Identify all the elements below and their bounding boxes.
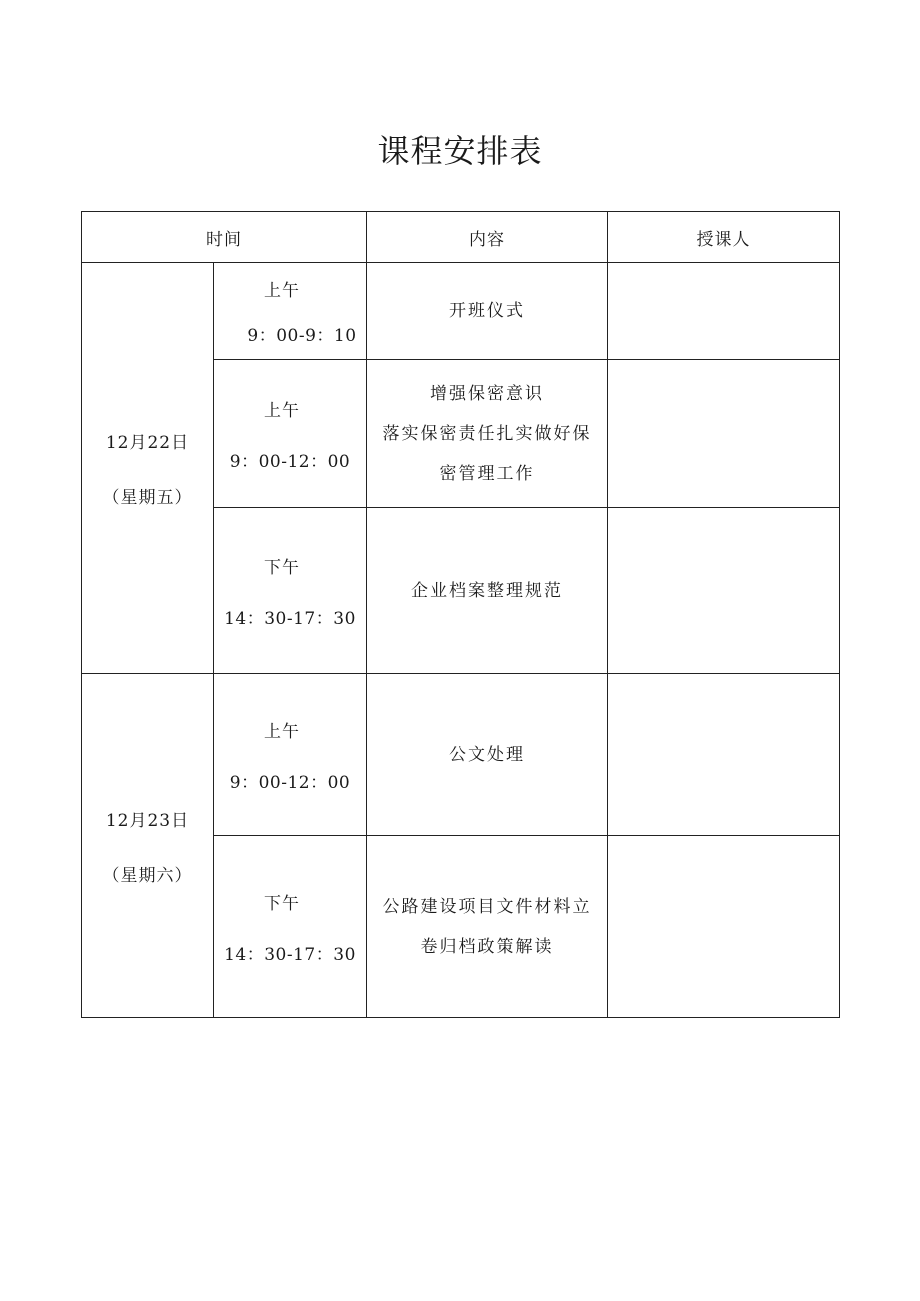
weekday-label: （星期五） bbox=[102, 488, 193, 508]
date-label: 12月23日 bbox=[105, 810, 190, 831]
page-title: 课程安排表 bbox=[377, 132, 543, 170]
time-cell bbox=[214, 360, 367, 508]
content-cell bbox=[367, 836, 608, 1018]
period-label: 下午 bbox=[264, 557, 300, 578]
time-cell bbox=[214, 836, 367, 1018]
date-cell-day1 bbox=[82, 263, 214, 674]
content-line: 企业档案整理规范 bbox=[411, 580, 563, 601]
content-line: 公路建设项目文件材料立 bbox=[382, 896, 592, 917]
content-line: 增强保密意识 bbox=[430, 383, 544, 404]
time-range: 14：30-17：30 bbox=[224, 944, 356, 965]
time-cell bbox=[214, 263, 367, 360]
period-label: 上午 bbox=[264, 281, 300, 301]
period-label: 上午 bbox=[264, 721, 300, 742]
table-row bbox=[82, 263, 840, 360]
schedule-table bbox=[81, 211, 840, 1018]
header-content: 内容 bbox=[367, 212, 608, 263]
lecturer-cell bbox=[608, 263, 840, 360]
period-label: 上午 bbox=[264, 400, 300, 421]
content-cell bbox=[367, 360, 608, 508]
header-time: 时间 bbox=[82, 212, 367, 263]
table-row bbox=[82, 674, 840, 836]
time-cell bbox=[214, 508, 367, 674]
header-row bbox=[82, 212, 840, 263]
content-cell bbox=[367, 508, 608, 674]
lecturer-cell bbox=[608, 836, 840, 1018]
lecturer-cell bbox=[608, 674, 840, 836]
content-line: 开班仪式 bbox=[449, 301, 525, 321]
content-line: 落实保密责任扎实做好保 bbox=[382, 423, 592, 444]
weekday-label: （星期六） bbox=[102, 865, 193, 886]
time-range: 9：00-12：00 bbox=[229, 451, 351, 472]
content-line: 公文处理 bbox=[449, 744, 525, 765]
content-cell bbox=[367, 263, 608, 360]
content-cell bbox=[367, 674, 608, 836]
date-label: 12月22日 bbox=[105, 433, 190, 453]
time-cell bbox=[214, 674, 367, 836]
time-range: 9：00-9：10 bbox=[247, 326, 357, 346]
header-lecturer: 授课人 bbox=[608, 212, 840, 263]
lecturer-cell bbox=[608, 360, 840, 508]
time-range: 14：30-17：30 bbox=[224, 608, 356, 629]
period-label: 下午 bbox=[264, 893, 300, 914]
lecturer-cell bbox=[608, 508, 840, 674]
date-cell-day2 bbox=[82, 674, 214, 1018]
content-line: 卷归档政策解读 bbox=[420, 936, 554, 957]
content-line: 密管理工作 bbox=[439, 463, 535, 484]
time-range: 9：00-12：00 bbox=[229, 772, 351, 793]
